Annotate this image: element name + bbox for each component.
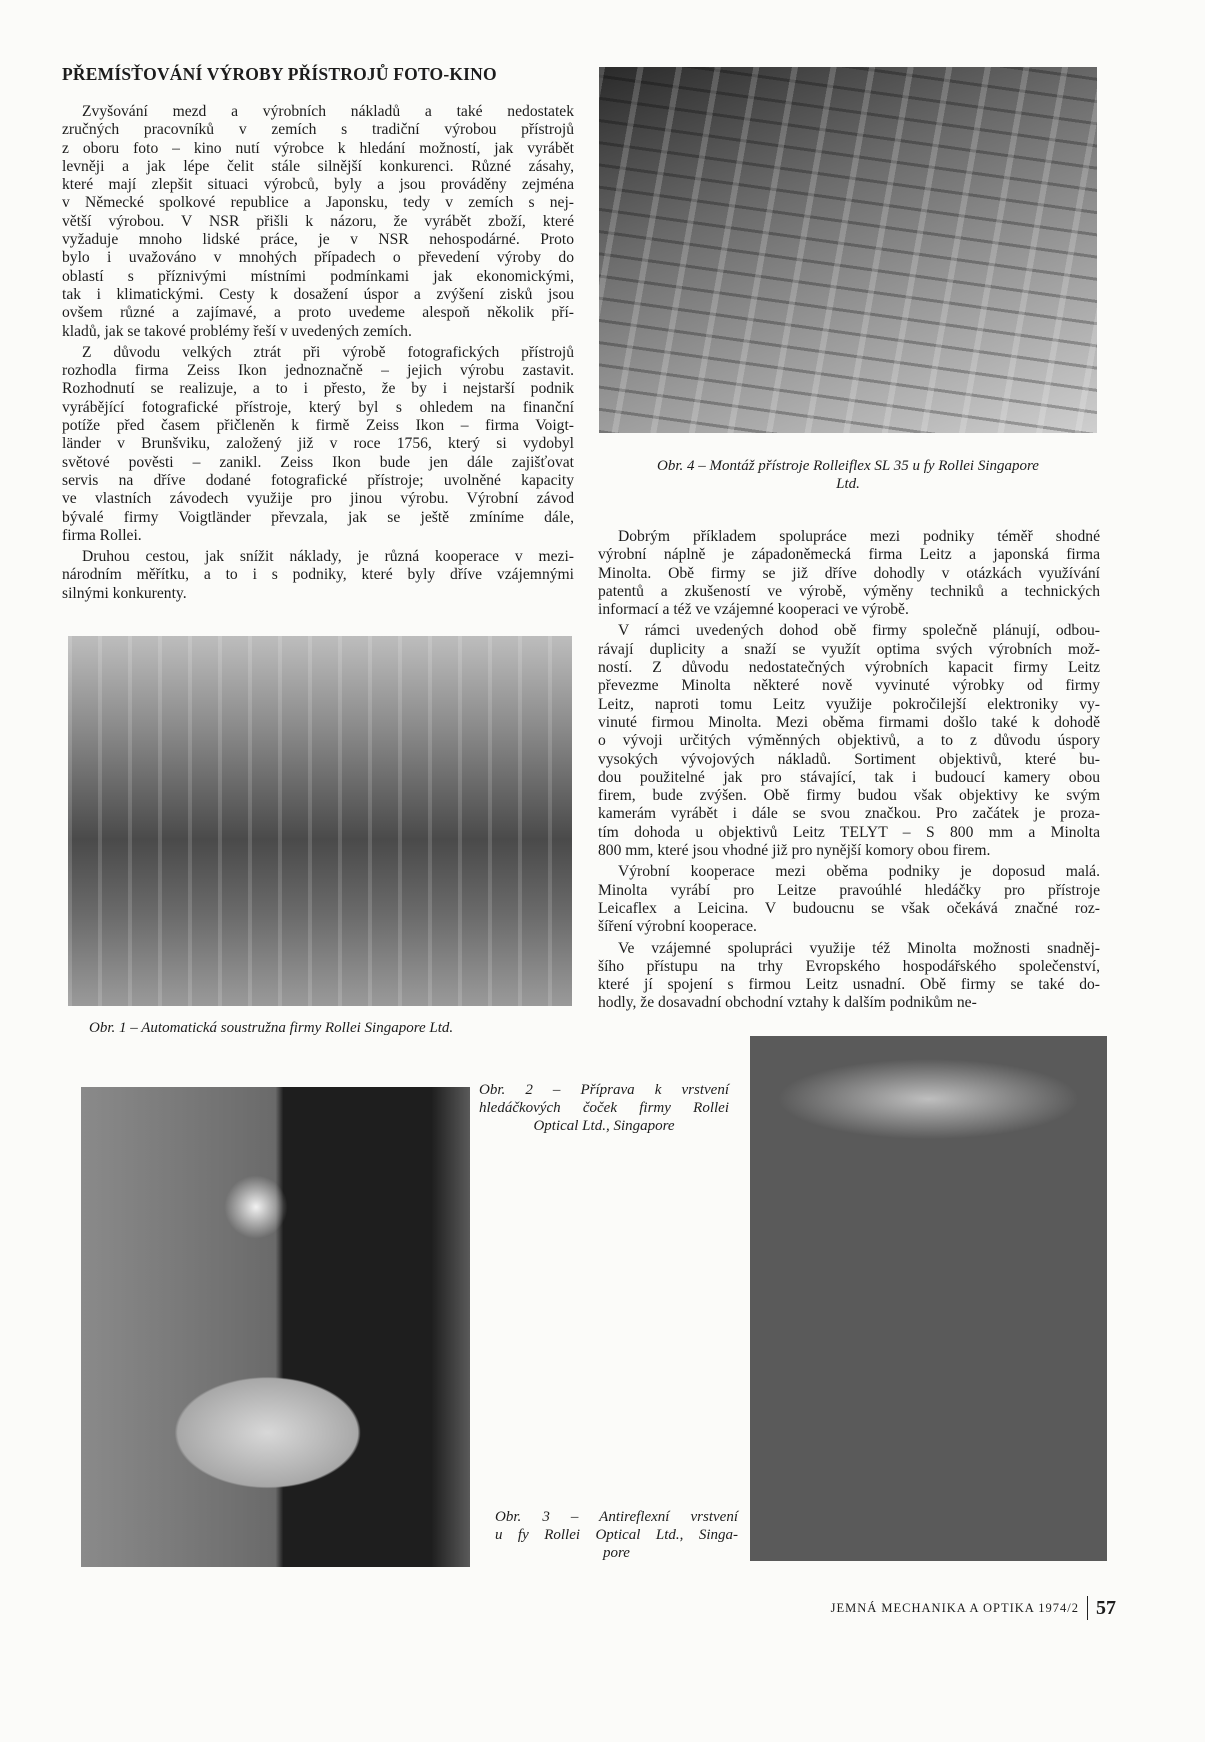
fig2-caption-line: hledáčkových čoček firmy Rollei [479, 1100, 729, 1116]
text-line: patentů a zkušeností ve výrobě, výměny techniků a technických [598, 582, 1100, 600]
paragraph [598, 622, 1100, 860]
paragraph [62, 344, 574, 545]
paragraph [62, 548, 574, 603]
text-line: bývalé firmy Voigtländer převzala, jak se ještě zmíníme dále, [62, 508, 574, 526]
text-line: Minolta vyrábí pro Leitze pravoúhlé hledáčky pro přístroje [598, 881, 1100, 899]
text-line: Leicaflex a Leicina. V budoucnu se však očekává značné roz- [598, 899, 1100, 917]
text-line: z oboru foto – kino nutí výrobce k hledání možností, jak vyrábět [62, 139, 574, 157]
left-text-column [62, 103, 574, 606]
text-line: v Německé spolkové republice a Japonsku, tedy v zemích s nej- [62, 194, 574, 212]
text-line: V rámci uvedených dohod obě firmy společně plánují, odbou- [618, 622, 1100, 640]
text-line: oblastí s příznivými místními podmínkami jak ekonomickými, [62, 267, 574, 285]
fig3-caption [495, 1508, 738, 1562]
photo-automatic-lathe-hall [68, 636, 572, 1006]
article-title: PŘEMÍSŤOVÁNÍ VÝROBY PŘÍSTROJŮ FOTO-KINO [62, 64, 497, 84]
text-line: Rozhodnutí se realizuje, a to i přesto, že by i nejstarší podnik [62, 380, 574, 398]
fig2-caption-line: Optical Ltd., Singapore [533, 1118, 675, 1134]
text-line: Druhou cestou, jak snížit náklady, je různá kooperace v mezi- [82, 548, 574, 566]
text-line: o vývoji určitých výměnných objektivů, a to z důvodu úspory [598, 732, 1100, 750]
text-line: Leitz, naproti tomu Leitz využije pokročilejší elektroniky vy- [598, 695, 1100, 713]
text-line: länder v Brunšviku, založený již v roce 1756, který si vydobyl [62, 435, 574, 453]
text-line: firma Rollei. [62, 526, 142, 544]
text-line: tak i klimatickými. Cesty k dosažení úspor a zvýšení zisků jsou [62, 285, 574, 303]
fig3-caption-line: u fy Rollei Optical Ltd., Singa- [495, 1527, 738, 1543]
text-line: vyrábějící fotografické přístroje, který byl s ohledem na finanční [62, 398, 574, 416]
paragraph [62, 103, 574, 341]
text-line: Z důvodu velkých ztrát při výrobě fotografických přístrojů [82, 343, 574, 361]
text-line: větší výrobou. V NSR přišli k názoru, že vyrábět zboží, které [62, 212, 574, 230]
page-footer [796, 1596, 1116, 1620]
text-line: světové pověsti – zanikl. Zeiss Ikon bude jen dále zajišťovat [62, 453, 574, 471]
text-line: dou použitelné jak pro stávající, tak i budoucí kamery obou [598, 768, 1100, 786]
text-line: servis na dříve dodané fotografické přístroje; uvolněné kapacity [62, 471, 574, 489]
text-line: šího přístupu na trhy Evropského hospodářského společenství, [598, 957, 1100, 975]
text-line: Zvyšování mezd a výrobních nákladů a také nedostatek [82, 103, 574, 120]
text-line: hodly, že dosavadní obchodní vztahy k dalším podnikům ne- [598, 994, 977, 1012]
text-line: výrobní náplně je západoněmecká firma Leitz a japonská firma [598, 546, 1100, 564]
text-line: Ve vzájemné spolupráci využije též Minolta možnosti snadněj- [618, 939, 1100, 957]
text-line: národním měřítku, a to i s podniky, které byly dříve vzájemnými [62, 566, 574, 584]
text-line: ve vlastních závodech využije pro jinou výrobu. Výrobní závod [62, 490, 574, 508]
fig4-caption-line: Obr. 4 – Montáž přístroje Rolleiflex SL 35 u fy Rollei Singapore [657, 458, 1039, 474]
fig1-caption: Obr. 1 – Automatická soustružna firmy Rollei Singapore Ltd. [89, 1020, 454, 1036]
text-line: rávají duplicity a snaží se využít optima svých výrobních mož- [598, 640, 1100, 658]
right-text-column [598, 528, 1100, 1016]
text-line: Minolta. Obě firmy se již dříve dohodly v otázkách využívání [598, 564, 1100, 582]
fig4-caption [599, 457, 1097, 493]
text-line: ností. Z důvodu nedostatečných výrobních kapacit firmy Leitz [598, 659, 1100, 677]
text-line: levněji a jak lépe čelit stále silnější konkurenci. Různé zásahy, [62, 157, 574, 175]
text-line: které jí spojení s firmou Leitz usnadní. Obě firmy se také do- [598, 976, 1100, 994]
text-line: vyžaduje mnoho lidské práce, je v NSR nehospodárné. Proto [62, 231, 574, 249]
text-line: bylo i uvažováno v mnohých případech o převedení výroby do [62, 249, 574, 267]
fig3-caption-line: pore [603, 1545, 630, 1561]
text-line: 800 mm, které jsou vhodné již pro nynější komory obou firem. [598, 842, 991, 860]
fig3-caption-line: Obr. 3 – Antireflexní vrstvení [495, 1509, 738, 1525]
journal-name: JEMNÁ MECHANIKA A OPTIKA 1974/2 [830, 1600, 1079, 1615]
text-line: šíření výrobní kooperace. [598, 918, 757, 936]
text-line: Dobrým příkladem spolupráce mezi podniky téměř shodné [618, 528, 1100, 545]
paragraph [598, 863, 1100, 936]
fig2-caption [479, 1081, 729, 1135]
text-line: které mají zlepšit situaci výrobců, byly a jsou prováděny zejména [62, 176, 574, 194]
text-line: vinuté firmou Minolta. Mezi oběma firmami došlo také k dohodě [598, 713, 1100, 731]
text-line: zručných pracovníků v zemích s tradiční výrobou přístrojů [62, 121, 574, 139]
photo-antireflex-coating-chamber [750, 1036, 1107, 1561]
text-line: vysokých vývojových nákladů. Sortiment objektivů, které bu- [598, 750, 1100, 768]
text-line: firem, bude zvýšen. Obě firmy budou však objektivy ke svým [598, 787, 1100, 805]
text-line: informací a též ve vzájemné kooperaci ve výrobě. [598, 601, 909, 619]
fig2-caption-line: Obr. 2 – Příprava k vrstvení [479, 1082, 729, 1098]
text-line: rozhodla firma Zeiss Ikon jednoznačně – jejich výrobu zastavit. [62, 362, 574, 380]
paragraph [598, 940, 1100, 1013]
text-line: kamerám vyrábět i dále se svou značkou. Pro začátek je proza- [598, 805, 1100, 823]
text-line: tím dohoda u objektivů Leitz TELYT – S 800 mm a Minolta [598, 823, 1100, 841]
text-line: ovšem různé a zajímavé, a proto uvedeme alespoň několik pří- [62, 304, 574, 322]
fig4-caption-line: Ltd. [836, 476, 860, 492]
photo-lens-coating-preparation [81, 1087, 470, 1567]
photo-assembly-line-rolleiflex [599, 67, 1097, 433]
paragraph [598, 528, 1100, 619]
page-number: 57 [1096, 1596, 1116, 1619]
text-line: převezme Minolta některé nově vyvinuté výrobky od firmy [598, 677, 1100, 695]
text-line: kladů, jak se takové problémy řeší v uvedených zemích. [62, 322, 412, 340]
footer-divider [1087, 1596, 1088, 1620]
text-line: silnými konkurenty. [62, 584, 187, 602]
text-line: Výrobní kooperace mezi oběma podniky je doposud malá. [618, 863, 1100, 881]
text-line: potíže před časem přičleněn k firmě Zeiss Ikon – firma Voigt- [62, 417, 574, 435]
